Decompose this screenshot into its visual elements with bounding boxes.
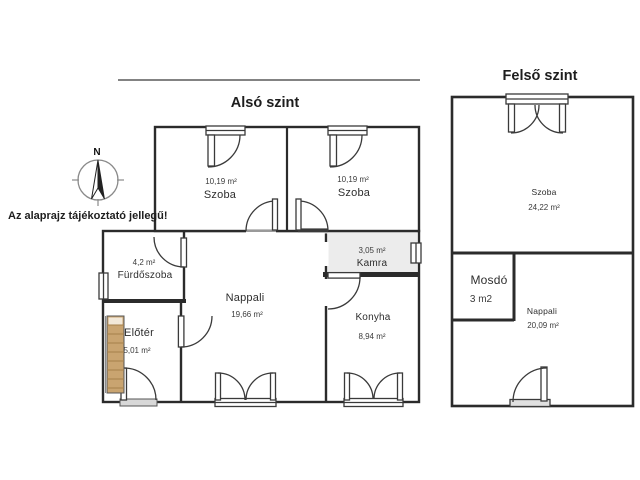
konyha-window-leaf-left bbox=[345, 373, 350, 400]
szoba2-door-leaf bbox=[296, 199, 301, 230]
compass-north-label: N bbox=[93, 147, 101, 158]
compass-icon bbox=[72, 160, 124, 206]
nappali-window-leaf-right bbox=[271, 373, 276, 400]
furdoszoba-label: Fürdőszoba bbox=[117, 270, 173, 281]
kamra-label: Kamra bbox=[356, 258, 388, 269]
upper-floor-title: Felső szint bbox=[502, 68, 578, 84]
szoba2-area: 10,19 m² bbox=[337, 175, 369, 184]
szoba2-label: Szoba bbox=[337, 187, 371, 199]
upper-szoba-label: Szoba bbox=[531, 187, 557, 197]
lower-floor-title: Alsó szint bbox=[230, 95, 300, 111]
szoba1-area: 10,19 m² bbox=[205, 177, 237, 186]
upper-floor-walls bbox=[452, 97, 633, 406]
upper-window-leaf-left bbox=[509, 104, 515, 132]
nappali-window-leaf-left bbox=[216, 373, 221, 400]
szoba2-window-leaf bbox=[330, 135, 337, 166]
upper-window-leaf-right bbox=[560, 104, 566, 132]
szoba1-threshold bbox=[246, 229, 276, 232]
eloter-label: Előtér bbox=[124, 327, 154, 339]
upper-nappali-label: Nappali bbox=[526, 306, 558, 316]
upper-door-leaf bbox=[541, 367, 547, 401]
kamra-area: 3,05 m² bbox=[358, 246, 386, 255]
compass-needle-dark bbox=[98, 160, 105, 199]
konyha-area: 8,94 m² bbox=[358, 332, 386, 341]
stairs-icon bbox=[106, 316, 125, 393]
furdoszoba-area: 4,2 m² bbox=[132, 258, 156, 267]
hall-door-leaf bbox=[178, 316, 184, 347]
upper-szoba-area: 24,22 m² bbox=[528, 203, 560, 212]
compass-needle-light bbox=[92, 160, 99, 199]
szoba2-threshold bbox=[298, 228, 328, 232]
szoba1-window-leaf bbox=[208, 135, 215, 166]
disclaimer-text: Az alaprajz tájékoztató jellegű! bbox=[8, 210, 168, 222]
konyha-label: Konyha bbox=[355, 312, 391, 323]
szoba1-label: Szoba bbox=[203, 189, 237, 201]
kitchen-door-leaf bbox=[328, 273, 360, 279]
nappali-area: 19,66 m² bbox=[231, 310, 263, 319]
mosdo-area: 3 m2 bbox=[469, 294, 493, 305]
konyha-window-leaf-right bbox=[398, 373, 403, 400]
eloter-area: 5,01 m² bbox=[123, 346, 151, 355]
szoba1-door-leaf bbox=[273, 199, 278, 230]
nappali-label: Nappali bbox=[225, 292, 265, 304]
bathroom-door-leaf bbox=[181, 238, 187, 267]
upper-nappali-area: 20,09 m² bbox=[527, 321, 559, 330]
mosdo-label: Mosdó bbox=[470, 273, 508, 287]
